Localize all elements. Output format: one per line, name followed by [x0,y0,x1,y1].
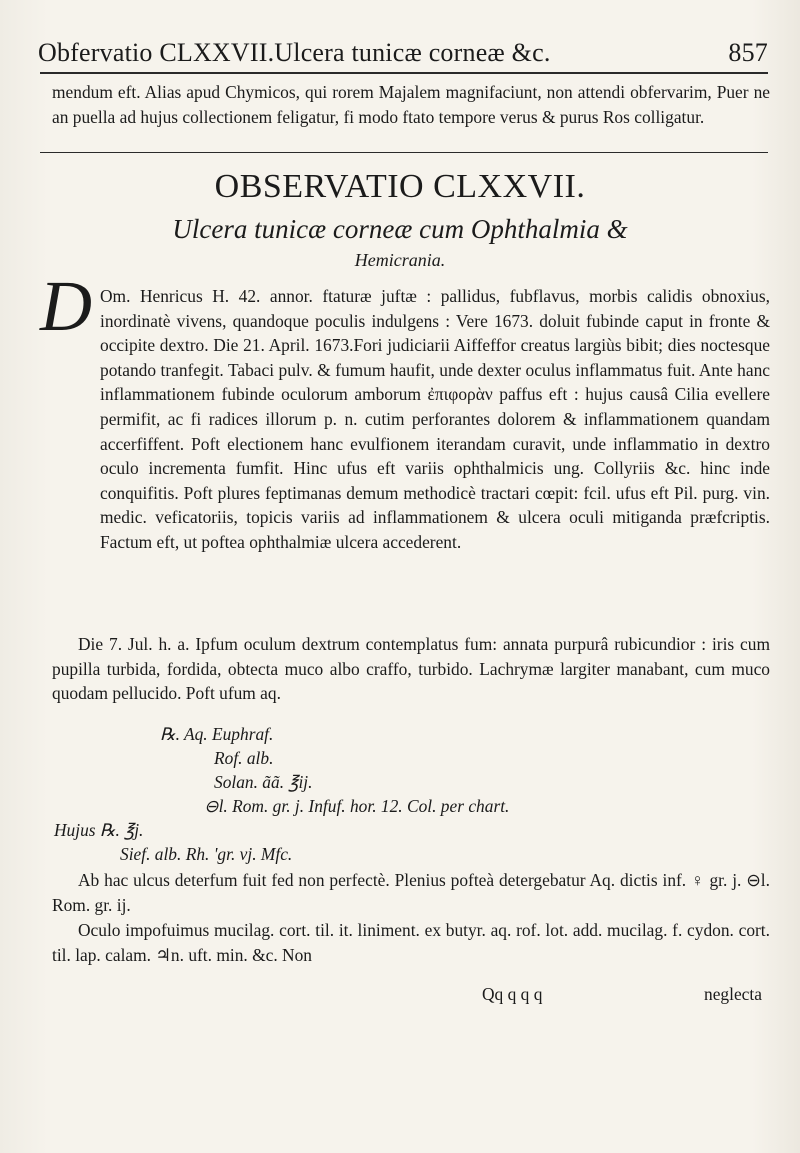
recipe-line-6: Sief. alb. Rh. 'gr. vj. Mfc. [120,844,293,864]
header-rule [40,72,768,74]
recipe-line-3: Solan. ãã. ℥ij. [214,772,313,792]
paragraph-1-text: Om. Henricus H. 42. annor. ftaturæ juftæ : pallidus, fubflavus, morbis calidis obnoxius, inordinatè vivens, quandoque poculis indulgens : Vere 1673. doluit fubinde caput in fronte & occipite dextro. Die 21. April. 1673.Fori judiciarii Aiffeffor creatus largiùs bibit; dies noctesque potando tranfegit. Tabaci pulv. & fumum haufit, unde dexter oculus inflammatus fuit. Ante hanc inflammationem fubinde oculorum amborum ἐπιφορὰν paffus eft : hujus causâ Cilia evellere permifit, ac fi radices illorum p. n. cutim perforantes dolorem & inflammationem quandam accerfiffent. Poft electionem hanc evulfionem iterandam curavit, unde inflammatio in dextro oculo incrementa fumfit. Hinc ufus eft variis ophthalmicis ung. Collyriis &c. hinc inde conquifitis. Poft plures feptimanas demum methodicè tractari cœpit: fcil. ufus eft Pil. purg. vin. medic. veficatoriis, topicis variis ad inflammationem & ulcera oculi mitiganda præfcriptis. Factum eft, ut poftea ophthalmiæ ulcera accederent. [100,286,770,552]
observation-subtitle: Ulcera tunicæ corneæ cum Ophthalmia & [172,214,628,244]
page-number: 857 [728,38,768,67]
catchword: neglecta [704,984,762,1004]
signature-mark: Qq q q q [482,984,543,1004]
recipe-line-5: Hujus ℞. ℥j. [54,820,144,840]
observation-paragraph-3 [52,868,770,917]
observation-heading: OBSERVATIO CLXXVII. [214,168,586,205]
recipe-line-1: ℞. Aq. Euphraf. [160,724,274,744]
paragraph-2-text: Die 7. Jul. h. a. Ipfum oculum dextrum contemplatus fum: annata purpurâ rubicundior : iris cum pupilla turbida, fordida, obtecta muco albo craffo, turbido. Lachrymæ largiter manabant, cum muco quodam pellucido. Poft ufum aq. [52,634,770,704]
observation-subtitle-2: Hemicrania. [354,250,446,270]
paragraph-4-text: Oculo impofuimus mucilag. cort. til. it. liniment. ex butyr. aq. rof. lot. add. mucilag. f. cydon. cort. til. lap. calam. ♃n. uft. min. &c. Non [52,920,770,965]
intro-paragraph: mendum eft. Alias apud Chymicos, qui rorem Majalem magnifaciunt, non attendi obfervarim, Puer ne an puella ad hujus collectionem feligatur, fi modo ftato tempore verus & purus Ros colligatur. [52,82,770,127]
running-head [38,38,768,68]
recipe-line-2: Rof. alb. [214,748,274,768]
recipe-line-4: ⊖l. Rom. gr. j. Infuf. hor. 12. Col. per chart. [204,796,510,816]
section-rule [40,152,768,153]
running-head-title: Obfervatio CLXXVII.Ulcera tunicæ corneæ &c. [38,38,551,67]
drop-cap: D [40,266,92,346]
observation-paragraph-4 [52,918,770,967]
paragraph-3-text: Ab hac ulcus deterfum fuit fed non perfectè. Plenius pofteà detergebatur Aq. dictis inf. ♀ gr. j. ⊖l. Rom. gr. ij. [52,870,770,915]
observation-paragraph-2 [52,632,770,706]
observation-paragraph-1 [100,284,770,555]
